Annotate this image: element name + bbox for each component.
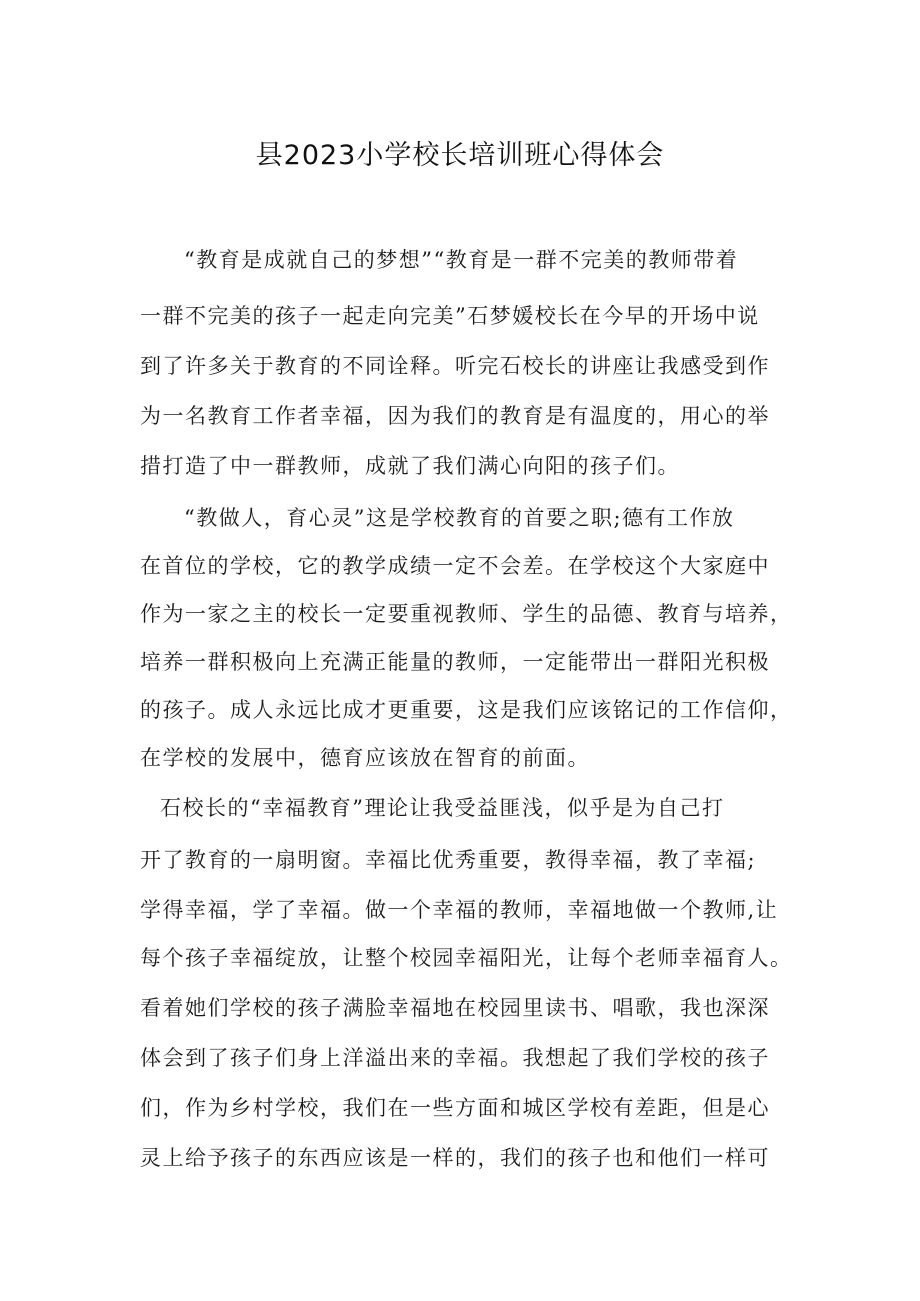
paragraph-1-line-2: 一群不完美的孩子一起走向完美”石梦媛校长在今早的开场中说: [140, 304, 760, 328]
paragraph-2-line-1: “教做人，育心灵”这是学校教育的首要之职;德有工作放: [184, 506, 735, 530]
paragraph-1-line-5: 措打造了中一群教师，成就了我们满心向阳的孩子们。: [140, 454, 680, 478]
paragraph-3-line-2: 开了教育的一扇明窗。幸福比优秀重要，教得幸福，教了幸福;: [140, 848, 757, 872]
paragraph-3-line-4: 每个孩子幸福绽放，让整个校园幸福阳光，让每个老师幸福育人。: [140, 946, 793, 970]
paragraph-3-line-6: 体会到了孩子们身上洋溢出来的幸福。我想起了我们学校的孩子: [140, 1046, 770, 1070]
paragraph-2-line-5: 的孩子。成人永远比成才更重要，这是我们应该铭记的工作信仰，: [140, 698, 793, 722]
paragraph-2-line-2: 在首位的学校，它的教学成绩一定不会差。在学校这个大家庭中: [140, 554, 770, 578]
paragraph-3-line-5: 看着她们学校的孩子满脸幸福地在校园里读书、唱歌，我也深深: [140, 996, 770, 1020]
paragraph-3-line-7: 们，作为乡村学校，我们在一些方面和城区学校有差距，但是心: [140, 1096, 770, 1120]
paragraph-3-line-8: 灵上给予孩子的东西应该是一样的，我们的孩子也和他们一样可: [140, 1146, 770, 1170]
paragraph-2-line-6: 在学校的发展中，德育应该放在智育的前面。: [140, 746, 590, 770]
paragraph-1-line-1: “教育是成就自己的梦想”“教育是一群不完美的教师带着: [184, 248, 739, 272]
paragraph-2-line-4: 培养一群积极向上充满正能量的教师，一定能带出一群阳光积极: [140, 650, 770, 674]
paragraph-1-line-4: 为一名教育工作者幸福，因为我们的教育是有温度的，用心的举: [140, 404, 770, 428]
paragraph-2-line-3: 作为一家之主的校长一定要重视教师、学生的品德、教育与培养，: [140, 602, 793, 626]
document-title: 县2023小学校长培训班心得体会: [255, 140, 665, 171]
paragraph-3-line-3: 学得幸福，学了幸福。做一个幸福的教师，幸福地做一个教师,让: [140, 898, 779, 922]
paragraph-1-line-3: 到了许多关于教育的不同诠释。听完石校长的讲座让我感受到作: [140, 354, 770, 378]
paragraph-3-line-1: 石校长的“幸福教育”理论让我受益匪浅，似乎是为自己打: [160, 796, 725, 820]
